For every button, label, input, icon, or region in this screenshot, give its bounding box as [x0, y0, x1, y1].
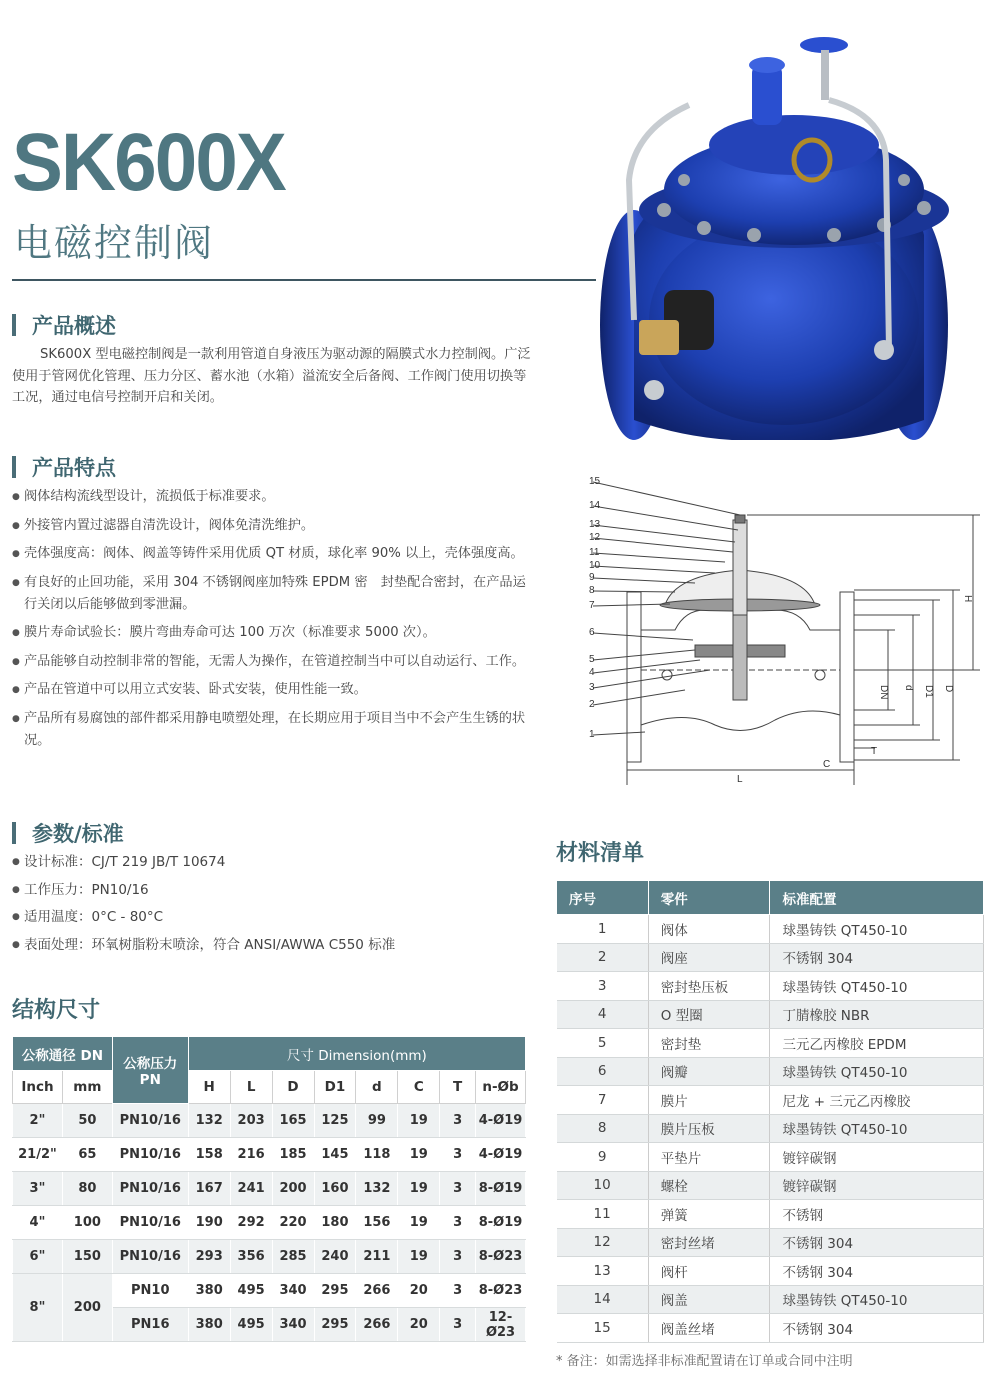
cell: 19 — [398, 1240, 440, 1274]
cell: 丁腈橡胶 NBR — [770, 1000, 984, 1029]
cell: 216 — [230, 1138, 272, 1172]
cell: 6 — [557, 1057, 649, 1086]
cell: 185 — [272, 1138, 314, 1172]
cell: 球墨铸铁 QT450-10 — [770, 915, 984, 944]
product-subtitle: 电磁控制阀 — [14, 221, 215, 265]
cell: 295 — [314, 1308, 356, 1342]
cell: 3 — [440, 1308, 476, 1342]
cell: 不锈钢 304 — [770, 1314, 984, 1343]
materials-note: * 备注：如需选择非标准配置请在订单或合同中注明 — [556, 1354, 853, 1369]
cell: 密封垫 — [648, 1029, 770, 1058]
cell: 膜片压板 — [648, 1114, 770, 1143]
cell: 211 — [356, 1240, 398, 1274]
cell: 2" — [13, 1104, 63, 1138]
cell: 8" — [13, 1274, 63, 1342]
cell: 不锈钢 304 — [770, 1228, 984, 1257]
dim-label: C — [823, 759, 831, 770]
cell: 球墨铸铁 QT450-10 — [770, 972, 984, 1001]
part-label: 6 — [589, 627, 595, 638]
cell: 7 — [557, 1086, 649, 1115]
cell: 158 — [188, 1138, 230, 1172]
part-label: 12 — [589, 532, 601, 543]
cell: 266 — [356, 1274, 398, 1308]
cell: 160 — [314, 1172, 356, 1206]
param-item: ● 设计标准：CJ/T 219 JB/T 10674 — [12, 853, 395, 871]
cell: 阀座 — [648, 943, 770, 972]
part-label: 5 — [589, 654, 595, 665]
table-row — [557, 1228, 984, 1257]
cell: 阀杆 — [648, 1257, 770, 1286]
cell: PN10/16 — [112, 1240, 188, 1274]
cell: 145 — [314, 1138, 356, 1172]
cell: 4-Ø19 — [476, 1104, 526, 1138]
cell: 266 — [356, 1308, 398, 1342]
table-row — [557, 1314, 984, 1343]
materials-table — [556, 880, 984, 1343]
feature-item: ● 膜片寿命试验长：膜片弯曲寿命可达 100 万次（标准要求 5000 次）。 — [12, 622, 532, 644]
part-label: 13 — [589, 519, 601, 530]
cell: 380 — [188, 1274, 230, 1308]
dim-label: L — [737, 774, 743, 785]
cell: 5 — [557, 1029, 649, 1058]
cell: 156 — [356, 1206, 398, 1240]
table-row — [13, 1138, 526, 1172]
col-t: T — [440, 1071, 476, 1104]
cell: 弹簧 — [648, 1200, 770, 1229]
cell: 阀盖丝堵 — [648, 1314, 770, 1343]
cell: 1 — [557, 915, 649, 944]
cell: 495 — [230, 1274, 272, 1308]
feature-item: ● 产品所有易腐蚀的部件都采用静电喷塑处理，在长期应用于项目当中不会产生生锈的状况。 — [12, 708, 532, 752]
part-label: 15 — [589, 476, 601, 487]
pn-header: 公称压力 PN — [112, 1037, 188, 1104]
cell: 118 — [356, 1138, 398, 1172]
cell: 220 — [272, 1206, 314, 1240]
cell: 不锈钢 304 — [770, 1257, 984, 1286]
params-title: 参数/标准 — [32, 822, 124, 846]
param-item: ● 工作压力：PN10/16 — [12, 881, 395, 899]
cell: 3 — [440, 1104, 476, 1138]
header-divider — [12, 279, 596, 281]
cell: 50 — [62, 1104, 112, 1138]
param-item: ● 表面处理：环氧树脂粉末喷涂，符合 ANSI/AWWA C550 标准 — [12, 936, 395, 954]
dimensions-title: 结构尺寸 — [12, 998, 101, 1023]
cell: 3" — [13, 1172, 63, 1206]
table-row — [557, 972, 984, 1001]
part-label: 1 — [589, 729, 595, 740]
cell: 镀锌碳钢 — [770, 1171, 984, 1200]
cell: 10 — [557, 1171, 649, 1200]
col-h: H — [188, 1071, 230, 1104]
cell: 9 — [557, 1143, 649, 1172]
feature-item: ● 产品在管道中可以用立式安装、卧式安装，使用性能一致。 — [12, 679, 532, 701]
table-row — [557, 1257, 984, 1286]
cell: PN10 — [112, 1274, 188, 1308]
cell: 165 — [272, 1104, 314, 1138]
features-section-header — [12, 452, 116, 482]
col-nb: n-Øb — [476, 1071, 526, 1104]
cell: 65 — [62, 1138, 112, 1172]
table-row — [557, 1000, 984, 1029]
part-label: 7 — [589, 600, 595, 611]
cell: 15 — [557, 1314, 649, 1343]
cell: 132 — [188, 1104, 230, 1138]
cell: 380 — [188, 1308, 230, 1342]
dimensions-table — [12, 1036, 526, 1342]
cell: 8-Ø23 — [476, 1240, 526, 1274]
table-row — [557, 1285, 984, 1314]
params-section-header — [12, 818, 124, 848]
cell: 平垫片 — [648, 1143, 770, 1172]
cell: 150 — [62, 1240, 112, 1274]
table-row — [13, 1206, 526, 1240]
cell: 不锈钢 — [770, 1200, 984, 1229]
table-row — [13, 1172, 526, 1206]
overview-text: SK600X 型电磁控制阀是一款利用管道自身液压为驱动源的隔膜式水力控制阀。广泛使用于管网优化管理、压力分区、蓄水池（水箱）溢流安全后备阀、工作阀门使用切换等工况，通过电信号控制开启和关闭。 — [12, 347, 531, 405]
cell: 495 — [230, 1308, 272, 1342]
cell: 356 — [230, 1240, 272, 1274]
cell: 螺栓 — [648, 1171, 770, 1200]
cell: 11 — [557, 1200, 649, 1229]
dn-header: 公称通径 DN — [13, 1037, 113, 1071]
cell: 285 — [272, 1240, 314, 1274]
cell: 20 — [398, 1274, 440, 1308]
cell: 21/2" — [13, 1138, 63, 1172]
cell: 99 — [356, 1104, 398, 1138]
features-title: 产品特点 — [32, 456, 116, 480]
table-row — [557, 943, 984, 972]
col-index: 序号 — [557, 881, 649, 915]
col-d1: D1 — [314, 1071, 356, 1104]
cell: 8-Ø23 — [476, 1274, 526, 1308]
cell: 80 — [62, 1172, 112, 1206]
cell: PN10/16 — [112, 1172, 188, 1206]
table-row — [557, 1200, 984, 1229]
cell: 20 — [398, 1308, 440, 1342]
cell: 8-Ø19 — [476, 1172, 526, 1206]
param-item: ● 适用温度：0°C - 80°C — [12, 908, 395, 926]
cell: PN10/16 — [112, 1206, 188, 1240]
cell: 密封垫压板 — [648, 972, 770, 1001]
cell: 12-Ø23 — [476, 1308, 526, 1342]
cell: 3 — [440, 1138, 476, 1172]
cell: 190 — [188, 1206, 230, 1240]
cell: 球墨铸铁 QT450-10 — [770, 1057, 984, 1086]
valve-section-drawing — [575, 470, 985, 790]
part-label: 11 — [589, 547, 600, 558]
cell: 13 — [557, 1257, 649, 1286]
cell: 阀体 — [648, 915, 770, 944]
overview-section-header — [12, 310, 116, 340]
cell: 19 — [398, 1138, 440, 1172]
cell: 241 — [230, 1172, 272, 1206]
col-d-outer: D — [272, 1071, 314, 1104]
cell: PN10/16 — [112, 1104, 188, 1138]
cell: 膜片 — [648, 1086, 770, 1115]
dim-label: H — [962, 595, 973, 603]
dim-label: D1 — [923, 685, 934, 698]
cell: 密封丝堵 — [648, 1228, 770, 1257]
cell: 镀锌碳钢 — [770, 1143, 984, 1172]
params-list — [12, 853, 395, 963]
cell: O 型圈 — [648, 1000, 770, 1029]
features-list — [12, 486, 532, 758]
dim-label: D — [943, 685, 954, 693]
cell: 200 — [272, 1172, 314, 1206]
table-row — [557, 1086, 984, 1115]
cell: 球墨铸铁 QT450-10 — [770, 1285, 984, 1314]
cell: 2 — [557, 943, 649, 972]
cell: 200 — [62, 1274, 112, 1342]
materials-title: 材料清单 — [556, 841, 645, 866]
table-row — [557, 1171, 984, 1200]
part-label: 8 — [589, 585, 595, 596]
valve-photo — [594, 20, 994, 440]
part-label: 4 — [589, 667, 595, 678]
col-d-inner: d — [356, 1071, 398, 1104]
cell: 3 — [440, 1274, 476, 1308]
cell: 三元乙丙橡胶 EPDM — [770, 1029, 984, 1058]
dim-label: T — [871, 746, 878, 757]
cell: 292 — [230, 1206, 272, 1240]
cell: PN10/16 — [112, 1138, 188, 1172]
cell: 295 — [314, 1274, 356, 1308]
cell: 100 — [62, 1206, 112, 1240]
part-label: 10 — [589, 560, 601, 571]
cell: 8 — [557, 1114, 649, 1143]
col-l: L — [230, 1071, 272, 1104]
dimension-header: 尺寸 Dimension(mm) — [188, 1037, 525, 1071]
feature-item: ● 外接管内置过滤器自清洗设计，阀体免清洗维护。 — [12, 515, 532, 537]
part-label: 2 — [589, 699, 595, 710]
product-model: SK600X — [12, 117, 285, 208]
table-row — [557, 1029, 984, 1058]
cell: 240 — [314, 1240, 356, 1274]
cell: 14 — [557, 1285, 649, 1314]
cell: 167 — [188, 1172, 230, 1206]
cell: 球墨铸铁 QT450-10 — [770, 1114, 984, 1143]
part-label: 3 — [589, 682, 595, 693]
cell: 4" — [13, 1206, 63, 1240]
dim-label: d — [903, 685, 914, 691]
cell: 尼龙 + 三元乙丙橡胶 — [770, 1086, 984, 1115]
cell: 19 — [398, 1172, 440, 1206]
cell: 阀盖 — [648, 1285, 770, 1314]
cell: 3 — [440, 1240, 476, 1274]
cell: 4-Ø19 — [476, 1138, 526, 1172]
table-row — [13, 1240, 526, 1274]
feature-item: ● 产品能够自动控制非常的智能，无需人为操作，在管道控制当中可以自动运行、工作。 — [12, 651, 532, 673]
feature-item: ● 有良好的止回功能，采用 304 不锈钢阀座加特殊 EPDM 密 封垫配合密封，在产品运行关闭以后能够做到零泄漏。 — [12, 572, 532, 616]
col-inch: Inch — [13, 1071, 63, 1104]
part-label: 9 — [589, 572, 595, 583]
table-row — [557, 1143, 984, 1172]
cell: 340 — [272, 1274, 314, 1308]
col-mm: mm — [62, 1071, 112, 1104]
cell: 19 — [398, 1104, 440, 1138]
table-row — [557, 915, 984, 944]
cell: 4 — [557, 1000, 649, 1029]
cell: 203 — [230, 1104, 272, 1138]
cell: 不锈钢 304 — [770, 943, 984, 972]
dim-label: DN — [878, 685, 889, 700]
table-row — [557, 1057, 984, 1086]
cell: 125 — [314, 1104, 356, 1138]
table-row — [557, 1114, 984, 1143]
cell: 12 — [557, 1228, 649, 1257]
cell: 19 — [398, 1206, 440, 1240]
cell: 340 — [272, 1308, 314, 1342]
feature-item: ● 阀体结构流线型设计，流损低于标准要求。 — [12, 486, 532, 508]
cell: 6" — [13, 1240, 63, 1274]
cell: 3 — [440, 1206, 476, 1240]
feature-item: ● 壳体强度高：阀体、阀盖等铸件采用优质 QT 材质，球化率 90% 以上，壳体强度高。 — [12, 543, 532, 565]
cell: 132 — [356, 1172, 398, 1206]
overview-title: 产品概述 — [32, 314, 116, 338]
col-part: 零件 — [648, 881, 770, 915]
cell: PN16 — [112, 1308, 188, 1342]
cell: 293 — [188, 1240, 230, 1274]
cell: 3 — [440, 1172, 476, 1206]
part-label: 14 — [589, 500, 601, 511]
table-row — [13, 1274, 526, 1308]
cell: 3 — [557, 972, 649, 1001]
cell: 8-Ø19 — [476, 1206, 526, 1240]
cell: 阀瓣 — [648, 1057, 770, 1086]
cell: 180 — [314, 1206, 356, 1240]
col-material: 标准配置 — [770, 881, 984, 915]
col-c: C — [398, 1071, 440, 1104]
table-row — [13, 1104, 526, 1138]
